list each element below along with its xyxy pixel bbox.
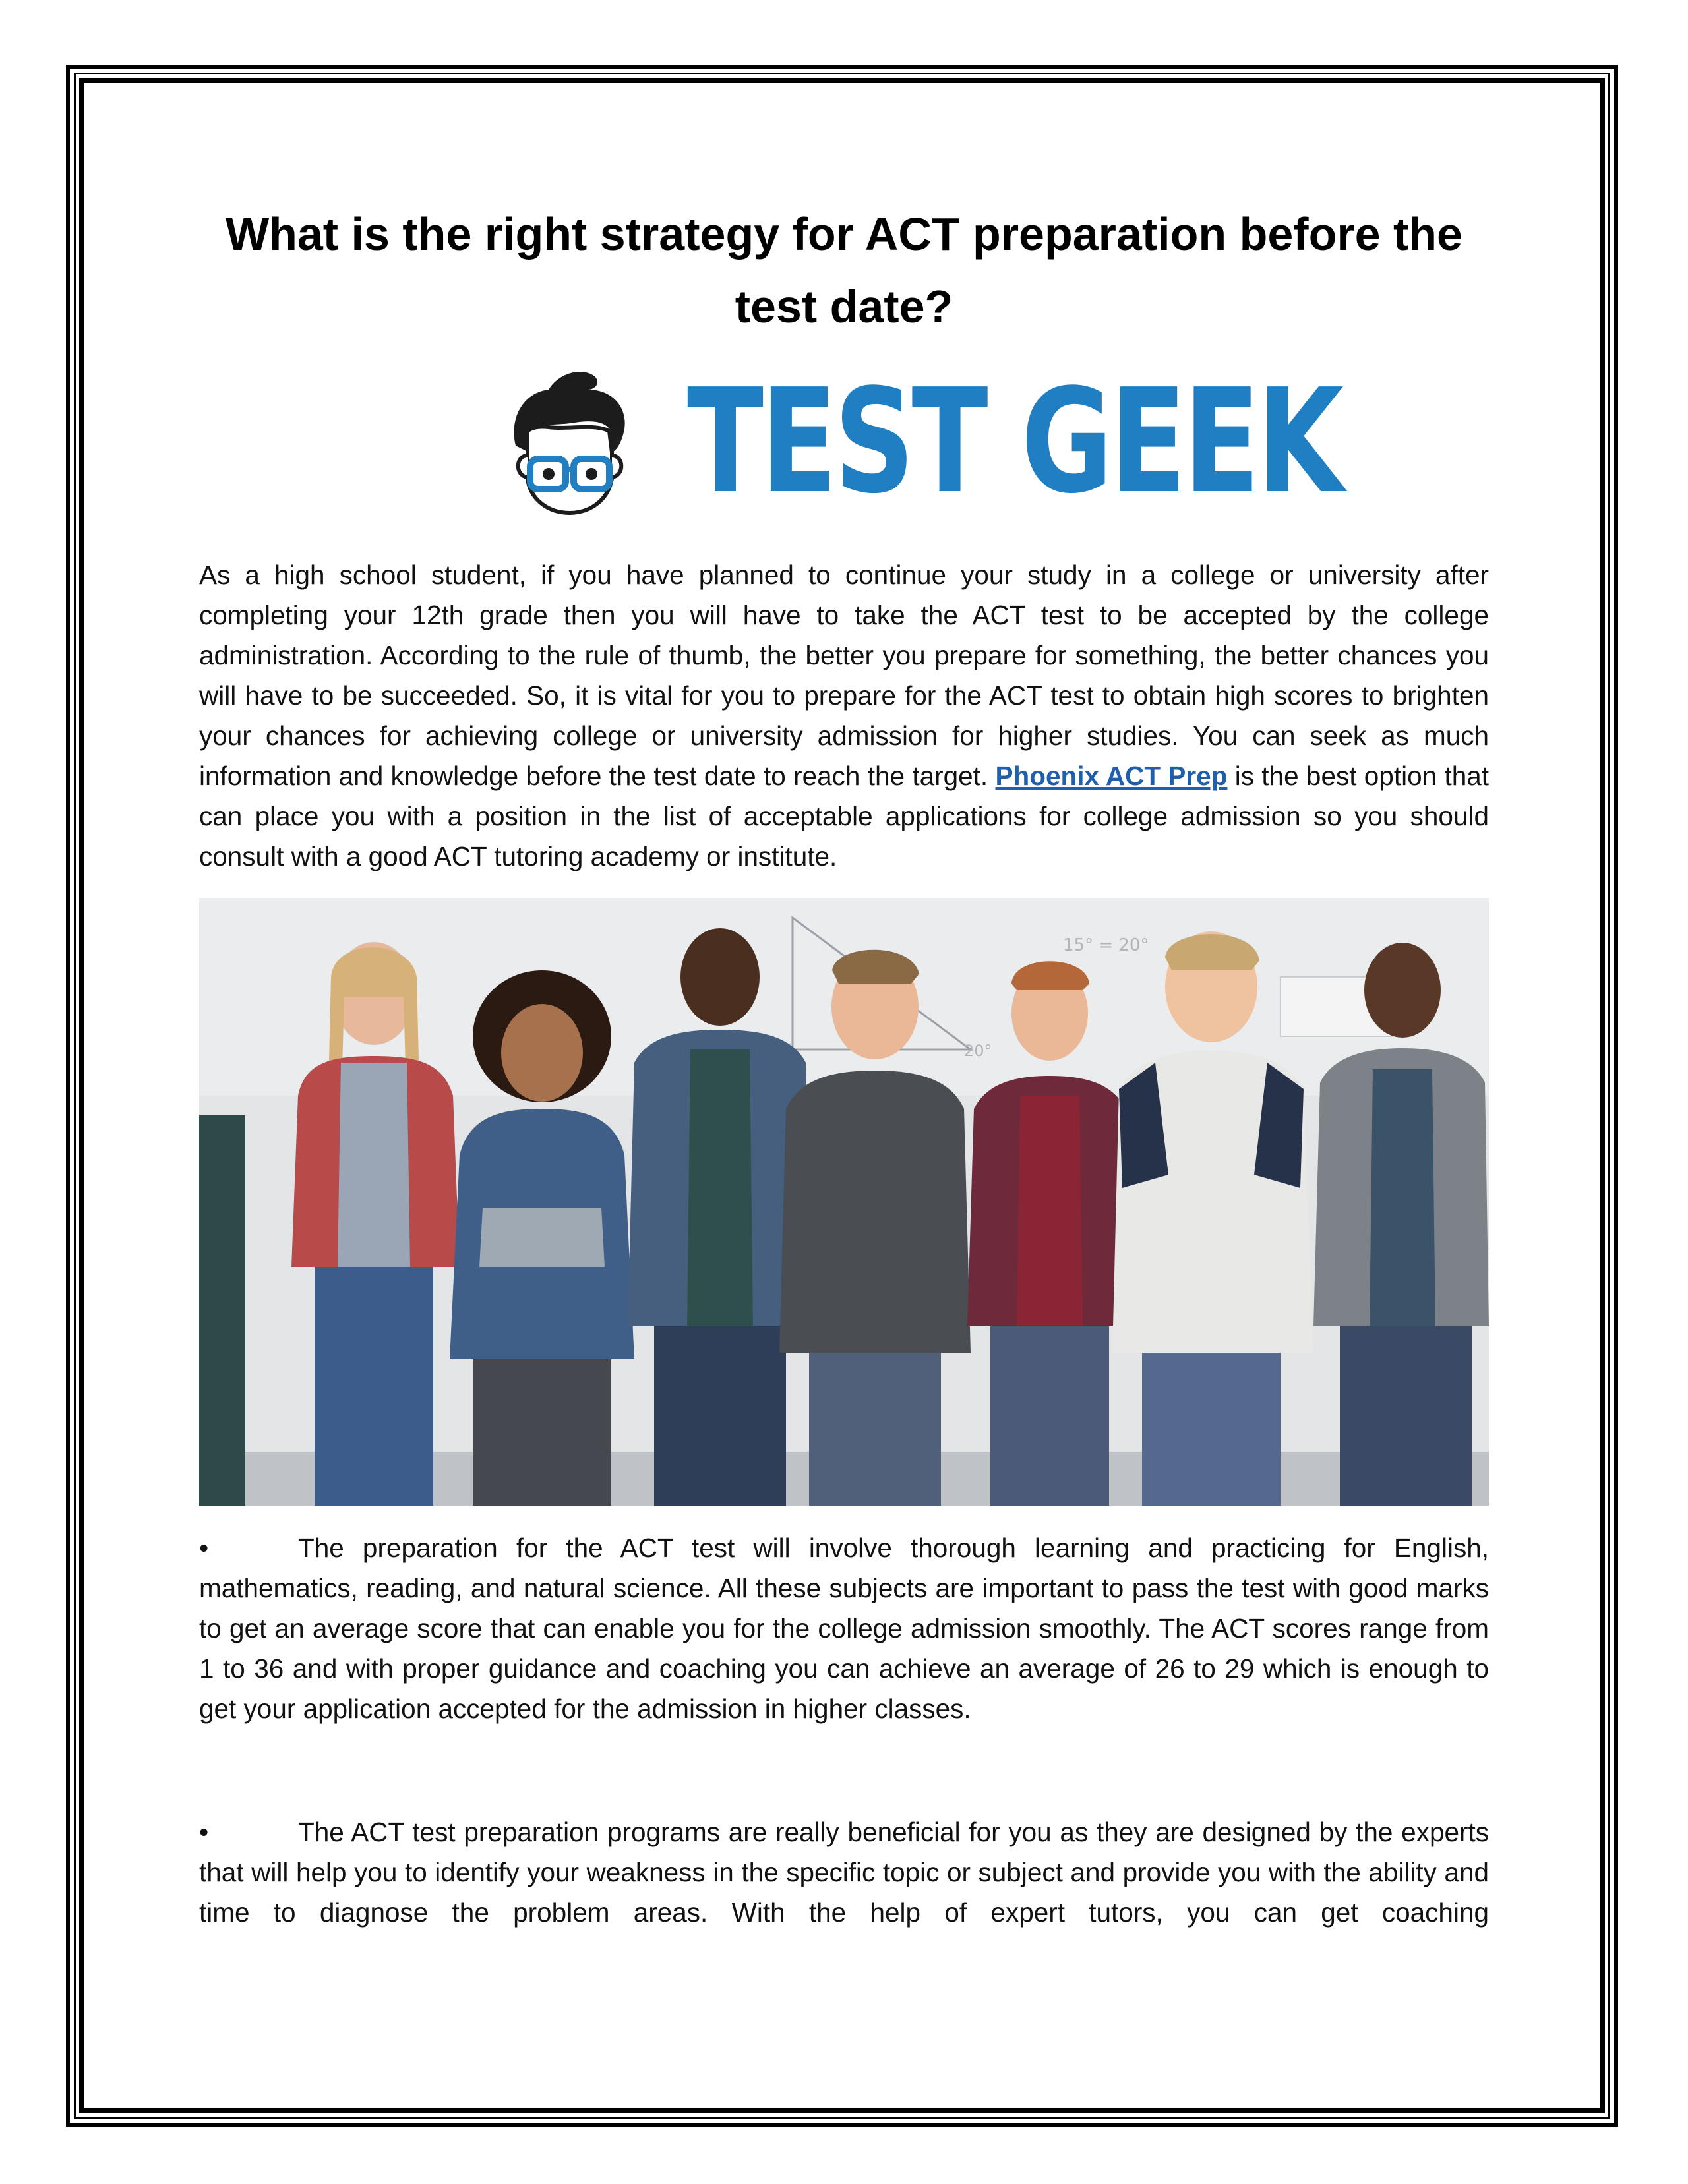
svg-text:20°: 20° (964, 1042, 992, 1060)
bullet-text: The ACT test preparation programs are really beneficial for you as they are designed by the experts that will help you to identify your weakness in the specific topic or subject and provide you with the ability and time to diagnose the problem areas. With the help of expert tutors, you can get coaching (199, 1817, 1489, 1928)
bullet-paragraph-2 (199, 1812, 1489, 1933)
bullet-marker: • (199, 1817, 209, 1847)
intro-text-end: is the best option that can place you with a position in the list of acceptable applications for college admission so you should consult with a good ACT tutoring academy or institute. (199, 761, 1489, 871)
intro-text-start: As a high school student, if you have planned to continue your study in a college or university after completing your 12th grade then you will have to take the ACT test to be accepted by the college administration. According to the rule of thumb, the better you prepare for something, the better chances you will have to be succeeded. So, it is vital for you to prepare for the ACT test to obtain high scores to brighten your chances for achieving college or university admission for higher studies. You can seek as much information and knowledge before the test date to reach the target. (199, 560, 1489, 791)
logo-wordmark: TEST GEEK (687, 359, 1341, 525)
bullet-text: The preparation for the ACT test will involve thorough learning and practicing for English, mathematics, reading, and natural science. All these subjects are important to pass the test with good marks to get an average score that can enable you for the college admission smoothly. The ACT scores range from 1 to 36 and with proper guidance and coaching you can achieve an average of 26 to 29 which is enough to get your application accepted for the admission in higher classes. (199, 1533, 1489, 1724)
phoenix-act-prep-link[interactable]: Phoenix ACT Prep (995, 761, 1228, 791)
group-of-students-photo (199, 898, 1489, 1506)
test-geek-logo (496, 359, 1341, 525)
students-illustration (199, 898, 1489, 1506)
intro-paragraph (199, 555, 1489, 877)
bullet-paragraph-1 (199, 1528, 1489, 1729)
nerd-mascot-icon (496, 367, 648, 518)
page-title: What is the right strategy for ACT preparation before the test date? (226, 208, 1462, 332)
bullet-marker: • (199, 1533, 209, 1563)
svg-text:15° = 20°: 15° = 20° (1063, 935, 1149, 955)
